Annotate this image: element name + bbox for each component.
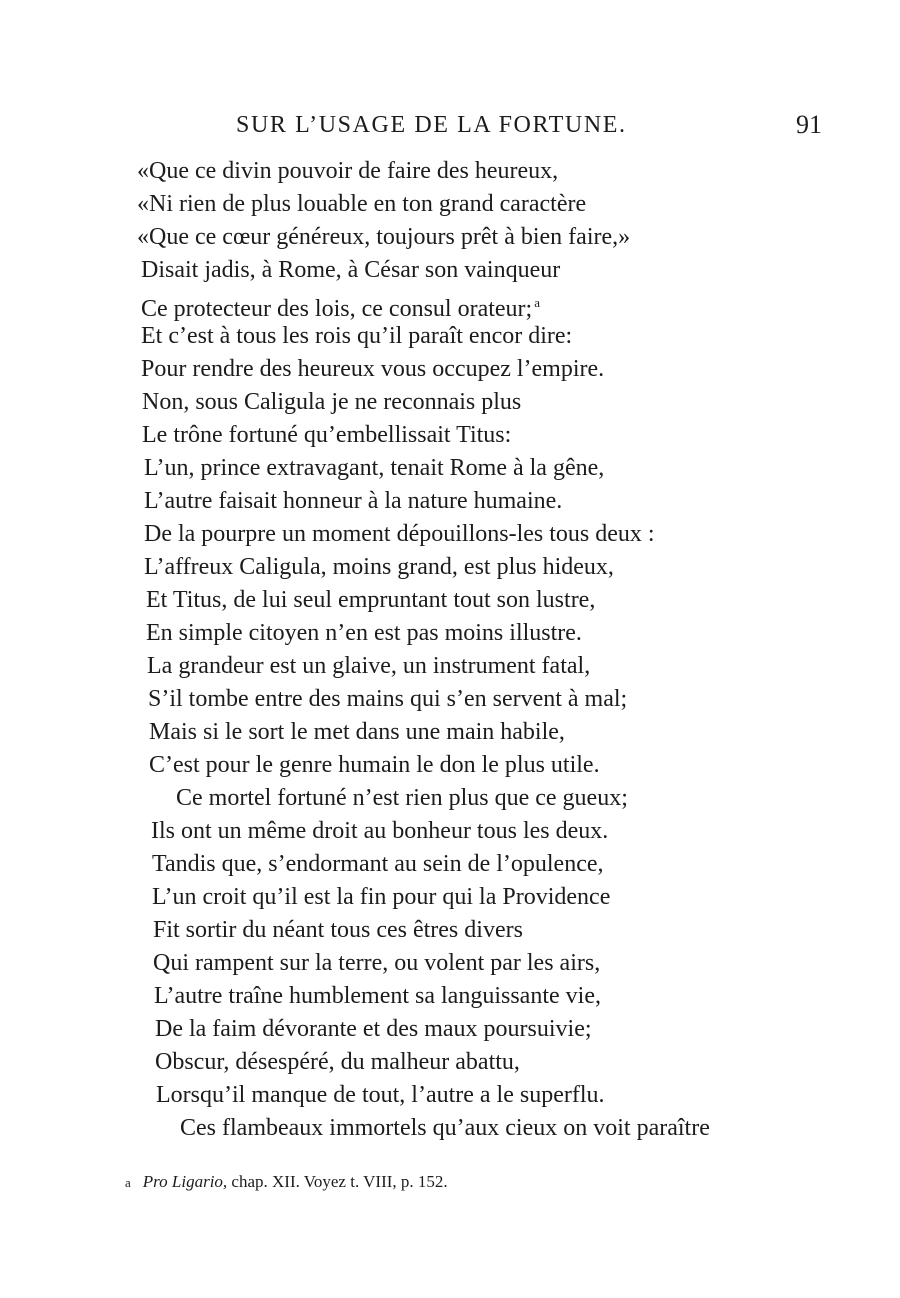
verse-line: Le trône fortuné qu’embellissait Titus: [142,422,512,448]
page-number: 91 [796,110,822,139]
footnote-reference-text: chap. XII. Voyez t. VIII, p. 152. [231,1172,448,1191]
verse-line: De la faim dévorante et des maux poursuivie; [155,1016,592,1042]
verse-line: L’affreux Caligula, moins grand, est plus hideux, [144,554,614,580]
verse-line: C’est pour le genre humain le don le plus utile. [149,752,600,778]
verse-line: Lorsqu’il manque de tout, l’autre a le superflu. [156,1082,605,1108]
verse-line: «Ni rien de plus louable en ton grand caractère [137,191,587,217]
footnote-work-title: Pro Ligario, [142,1172,228,1191]
verse-line: L’autre faisait honneur à la nature humaine. [144,488,563,514]
verse-line: Tandis que, s’endormant au sein de l’opulence, [152,851,604,877]
verse-line: «Que ce divin pouvoir de faire des heureux, [137,158,559,184]
verse-line: Ils ont un même droit au bonheur tous les deux. [151,818,609,844]
verse-line: Non, sous Caligula je ne reconnais plus [142,389,522,415]
verse-line: En simple citoyen n’en est pas moins illustre. [146,620,582,646]
verse-line: Qui rampent sur la terre, ou volent par les airs, [153,950,601,976]
verse-line: Et c’est à tous les rois qu’il paraît encor dire: [141,323,573,349]
verse-line: L’un, prince extravagant, tenait Rome à la gêne, [144,455,605,481]
verse-line: Et Titus, de lui seul empruntant tout son lustre, [146,587,596,613]
footnote-mark: a [125,1175,131,1190]
verse-line: Mais si le sort le met dans une main habile, [149,719,565,745]
verse-line: S’il tombe entre des mains qui s’en servent à mal; [148,686,628,712]
running-head: SUR L’USAGE DE LA FORTUNE. [236,112,627,138]
verse-line: Ce mortel fortuné n’est rien plus que ce gueux; [176,785,628,811]
verse-line: L’un croit qu’il est la fin pour qui la Providence [152,884,611,910]
verse-line: La grandeur est un glaive, un instrument fatal, [147,653,591,679]
verse-line [141,288,540,324]
verse-line: L’autre traîne humblement sa languissante vie, [154,983,601,1009]
footnote [125,1172,448,1192]
verse-line: Disait jadis, à Rome, à César son vainqueur [141,257,561,283]
verse-line: Pour rendre des heureux vous occupez l’empire. [141,356,605,382]
verse-line: Fit sortir du néant tous ces êtres divers [153,917,523,943]
verse-text: Ce protecteur des lois, ce consul orateur; [141,296,533,322]
verse-line: Ces flambeaux immortels qu’aux cieux on voit paraître [180,1115,710,1141]
verse-line: Obscur, désespéré, du malheur abattu, [155,1049,520,1075]
verse-line: De la pourpre un moment dépouillons-les tous deux : [144,521,655,547]
verse-line: «Que ce cœur généreux, toujours prêt à bien faire,» [137,224,631,250]
footnote-reference: a [534,295,540,310]
